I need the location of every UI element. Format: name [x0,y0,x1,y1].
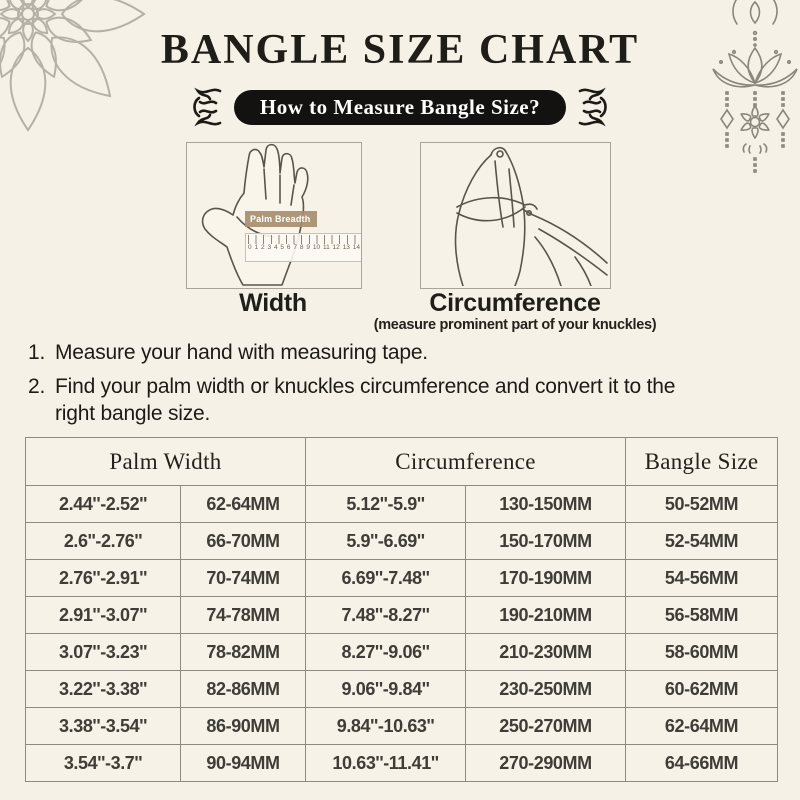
instruction-2 [28,374,776,428]
table-cell: 54-56MM [626,560,778,597]
header-circumference: Circumference [306,438,626,486]
table-cell: 56-58MM [626,597,778,634]
page-title: BANGLE SIZE CHART [160,27,640,73]
table-cell: 70-74MM [181,560,306,597]
knuckle-measure-hand-illustration [421,143,608,286]
table-cell: 130-150MM [466,486,626,523]
flourish-left-icon [190,86,224,128]
table-header-row [26,438,778,486]
table-cell: 3.07''-3.23'' [26,634,181,671]
table-cell: 78-82MM [181,634,306,671]
table-cell: 10.63''-11.41'' [306,745,466,782]
ruler-number: 12 [332,244,340,251]
instruction-1 [28,340,776,367]
table-cell: 74-78MM [181,597,306,634]
bangle-size-table [25,437,778,782]
table-row [26,486,778,523]
table-cell: 60-62MM [626,671,778,708]
ruler-number: 11 [322,244,330,251]
ruler-numbers [246,244,361,252]
ruler-number: 4 [273,244,278,251]
palm-breadth-label: Palm Breadth [245,211,317,227]
instruction-2-number: 2. [28,374,46,398]
table-row [26,745,778,782]
width-caption: Width [239,289,307,317]
table-cell: 250-270MM [466,708,626,745]
circumference-caption: Circumference [429,289,601,317]
table-cell: 3.38''-3.54'' [26,708,181,745]
table-cell: 2.76''-2.91'' [26,560,181,597]
table-cell: 3.22''-3.38'' [26,671,181,708]
flourish-right-icon [576,86,610,128]
table-cell: 150-170MM [466,523,626,560]
width-figure-box [186,142,362,289]
table-cell: 62-64MM [626,708,778,745]
table-cell: 2.6''-2.76'' [26,523,181,560]
table-row [26,708,778,745]
table-cell: 230-250MM [466,671,626,708]
ruler-number: 8 [299,244,304,251]
table-cell: 64-66MM [626,745,778,782]
table-cell: 7.48''-8.27'' [306,597,466,634]
circumference-note: (measure prominent part of your knuckles) [373,317,657,333]
table-row [26,671,778,708]
instruction-1-text: Measure your hand with measuring tape. [55,341,428,364]
ruler-number: 10 [312,244,321,251]
table-row [26,634,778,671]
ruler-icon [245,233,362,262]
table-cell: 6.69''-7.48'' [306,560,466,597]
ruler-number: 13 [342,244,350,251]
table-cell: 170-190MM [466,560,626,597]
table-row [26,523,778,560]
instruction-2-text-line2: right bangle size. [55,401,211,425]
ruler-tick-marks [248,235,359,244]
instruction-2-text-line1: Find your palm width or knuckles circumference and convert it to the [55,374,676,398]
table-cell: 9.06''-9.84'' [306,671,466,708]
ruler-number: 3 [267,244,272,251]
table-cell: 90-94MM [181,745,306,782]
table-cell: 52-54MM [626,523,778,560]
table-cell: 190-210MM [466,597,626,634]
ruler-number: 5 [280,244,285,251]
table-cell: 270-290MM [466,745,626,782]
table-cell: 210-230MM [466,634,626,671]
instructions-list [28,340,776,435]
mandala-flower-icon [0,0,155,155]
table-cell: 50-52MM [626,486,778,523]
size-table-body [26,486,778,782]
table-cell: 5.12''-5.9'' [306,486,466,523]
circumference-figure-box [420,142,611,289]
how-to-measure-pill: How to Measure Bangle Size? [234,90,566,125]
table-row [26,560,778,597]
subtitle-row [0,86,800,128]
table-cell: 8.27''-9.06'' [306,634,466,671]
table-cell: 86-90MM [181,708,306,745]
table-cell: 66-70MM [181,523,306,560]
header-bangle-size: Bangle Size [626,438,778,486]
instruction-1-number: 1. [28,341,46,364]
table-cell: 2.44''-2.52'' [26,486,181,523]
table-cell: 58-60MM [626,634,778,671]
table-cell: 2.91''-3.07'' [26,597,181,634]
ruler-number: 6 [286,244,291,251]
table-cell: 82-86MM [181,671,306,708]
header-palm-width: Palm Width [26,438,306,486]
ruler-number: 9 [306,244,310,251]
table-cell: 3.54''-3.7'' [26,745,181,782]
table-cell: 5.9''-6.69'' [306,523,466,560]
table-cell: 9.84''-10.63'' [306,708,466,745]
ruler-number: 1 [254,244,259,251]
ruler-number: 7 [293,244,298,251]
ruler-number: 0 [248,244,252,251]
table-cell: 62-64MM [181,486,306,523]
table-row [26,597,778,634]
ruler-number: 2 [260,244,265,251]
ruler-number: 14 [352,244,360,251]
